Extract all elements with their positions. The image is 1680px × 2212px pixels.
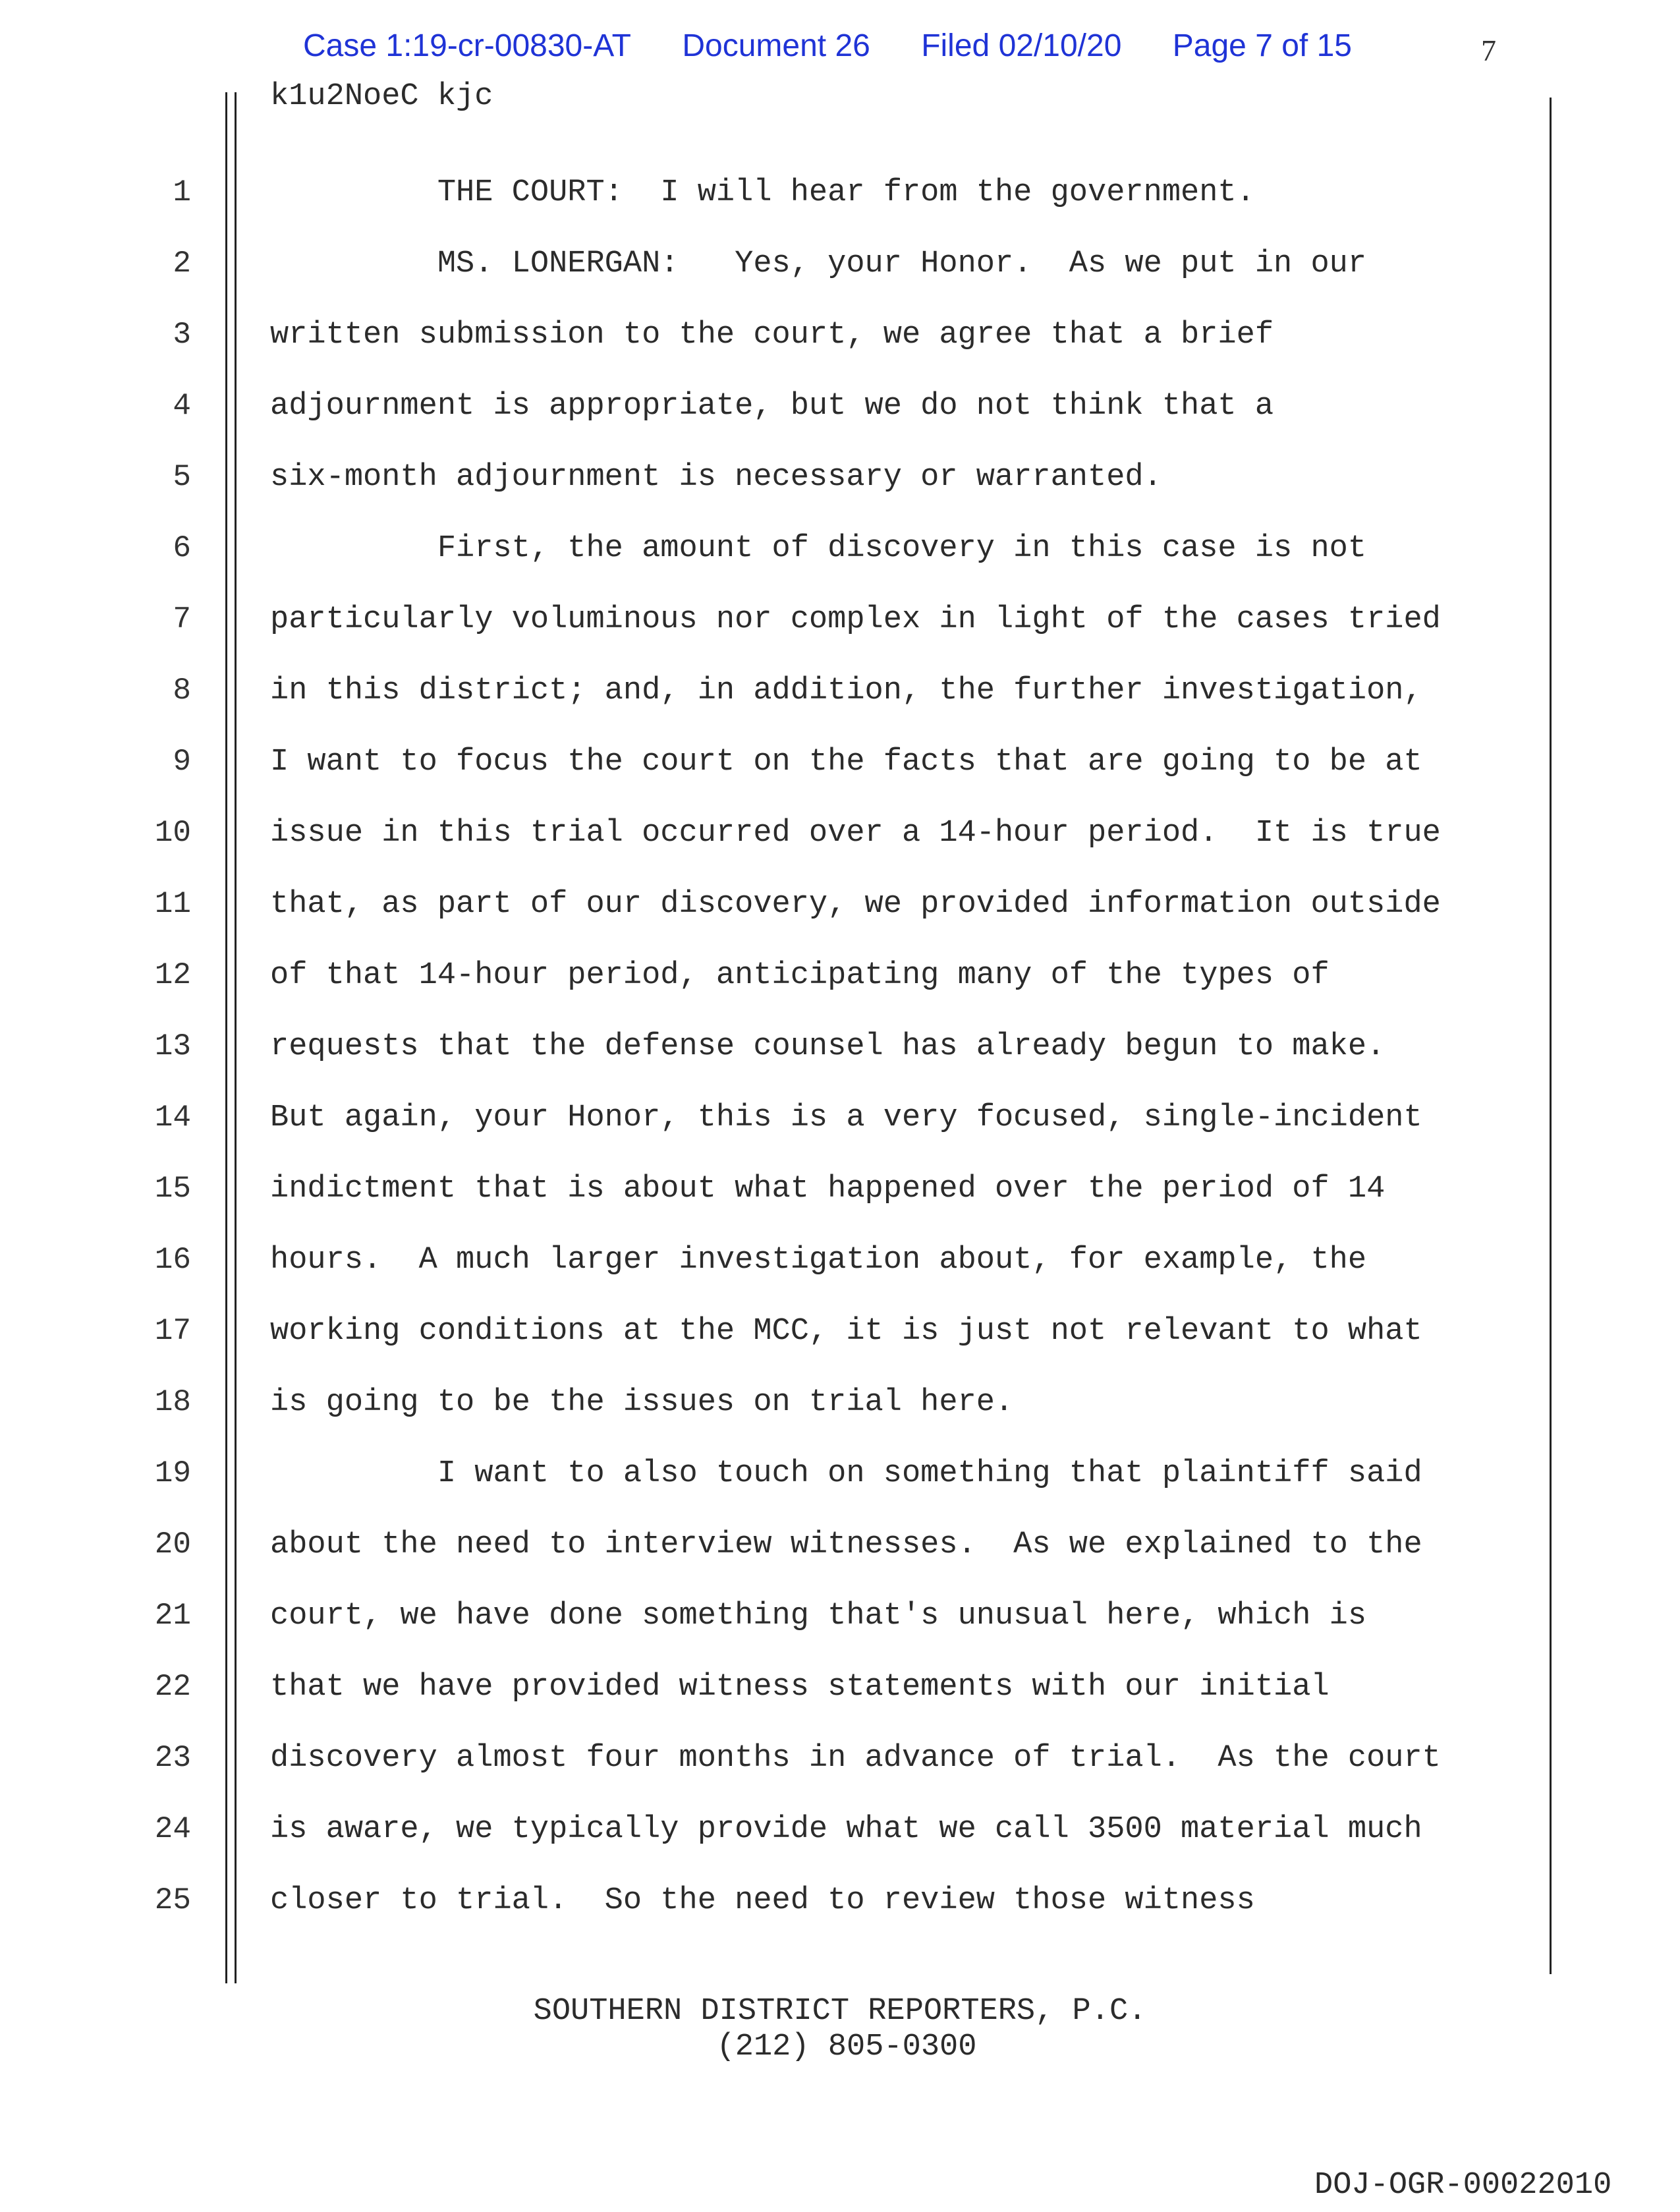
transcript-line: closer to trial. So the need to review those witness (270, 1883, 1255, 1918)
ecf-header (303, 28, 1394, 74)
transcript-line: that, as part of our discovery, we provided information outside (270, 887, 1441, 922)
line-number: 14 (154, 1100, 191, 1135)
line-number: 7 (173, 602, 191, 637)
line-number: 23 (154, 1741, 191, 1775)
line-number: 25 (154, 1883, 191, 1917)
transcript-line: is aware, we typically provide what we call 3500 material much (270, 1812, 1422, 1847)
transcript-line: requests that the defense counsel has already begun to make. (270, 1029, 1386, 1064)
line-number: 16 (154, 1243, 191, 1277)
transcript-line: But again, your Honor, this is a very focused, single-incident (270, 1100, 1422, 1135)
transcript-line: I want to also touch on something that plaintiff said (270, 1456, 1422, 1491)
transcript-line: First, the amount of discovery in this case is not (270, 531, 1367, 566)
transcript-line: hours. A much larger investigation about, for example, the (270, 1243, 1367, 1278)
line-number: 4 (173, 389, 191, 423)
transcript-line: that we have provided witness statements with our initial (270, 1670, 1330, 1705)
transcript-line: indictment that is about what happened over the period of 14 (270, 1172, 1386, 1206)
transcript-file-id: k1u2NoeC kjc (270, 79, 493, 114)
transcript-line: working conditions at the MCC, it is just not relevant to what (270, 1314, 1422, 1349)
line-number: 11 (154, 887, 191, 921)
line-number: 13 (154, 1029, 191, 1063)
transcript-line: in this district; and, in addition, the further investigation, (270, 673, 1422, 708)
reporter-phone: (212) 805-0300 (716, 2029, 977, 2064)
filed-date: Filed 02/10/20 (921, 28, 1122, 63)
line-number: 5 (173, 460, 191, 494)
transcript-line: adjournment is appropriate, but we do not think that a (270, 389, 1274, 424)
page-number: 7 (1481, 34, 1496, 67)
reporter-firm: SOUTHERN DISTRICT REPORTERS, P.C. (533, 1994, 1147, 2029)
transcript-line: issue in this trial occurred over a 14-hour period. It is true (270, 816, 1441, 851)
line-number: 1 (173, 175, 191, 210)
document-number: Document 26 (682, 28, 870, 63)
transcript-line: MS. LONERGAN: Yes, your Honor. As we put in our (270, 246, 1367, 281)
transcript-line: is going to be the issues on trial here. (270, 1385, 1014, 1420)
line-number: 15 (154, 1172, 191, 1206)
case-number: Case 1:19-cr-00830-AT (303, 28, 631, 63)
transcript-line: about the need to interview witnesses. As we explained to the (270, 1527, 1422, 1562)
transcript-line: of that 14-hour period, anticipating many of the types of (270, 958, 1330, 993)
line-number: 22 (154, 1670, 191, 1704)
line-number: 9 (173, 745, 191, 779)
line-number: 8 (173, 673, 191, 708)
transcript-line: written submission to the court, we agree that a brief (270, 318, 1274, 353)
line-number: 21 (154, 1599, 191, 1633)
line-number: 18 (154, 1385, 191, 1419)
line-number: 6 (173, 531, 191, 565)
bates-number: DOJ-OGR-00022010 (1314, 2168, 1612, 2203)
line-number: 10 (154, 816, 191, 850)
line-number: 3 (173, 318, 191, 352)
page-indicator: Page 7 of 15 (1172, 28, 1352, 63)
line-number: 24 (154, 1812, 191, 1846)
line-number: 20 (154, 1527, 191, 1562)
line-number: 2 (173, 246, 191, 281)
right-margin-rule (1550, 98, 1552, 1974)
transcript-line: six-month adjournment is necessary or warranted. (270, 460, 1162, 495)
left-margin-rule-inner (235, 92, 237, 1983)
transcript-line: discovery almost four months in advance of trial. As the court (270, 1741, 1441, 1776)
line-number: 17 (154, 1314, 191, 1348)
transcript-line: court, we have done something that's unusual here, which is (270, 1599, 1367, 1633)
transcript-line: THE COURT: I will hear from the government. (270, 175, 1255, 210)
line-number: 19 (154, 1456, 191, 1490)
left-margin-rule-outer (225, 92, 227, 1983)
transcript-line: particularly voluminous nor complex in light of the cases tried (270, 602, 1441, 637)
line-number: 12 (154, 958, 191, 992)
transcript-line: I want to focus the court on the facts that are going to be at (270, 745, 1422, 780)
